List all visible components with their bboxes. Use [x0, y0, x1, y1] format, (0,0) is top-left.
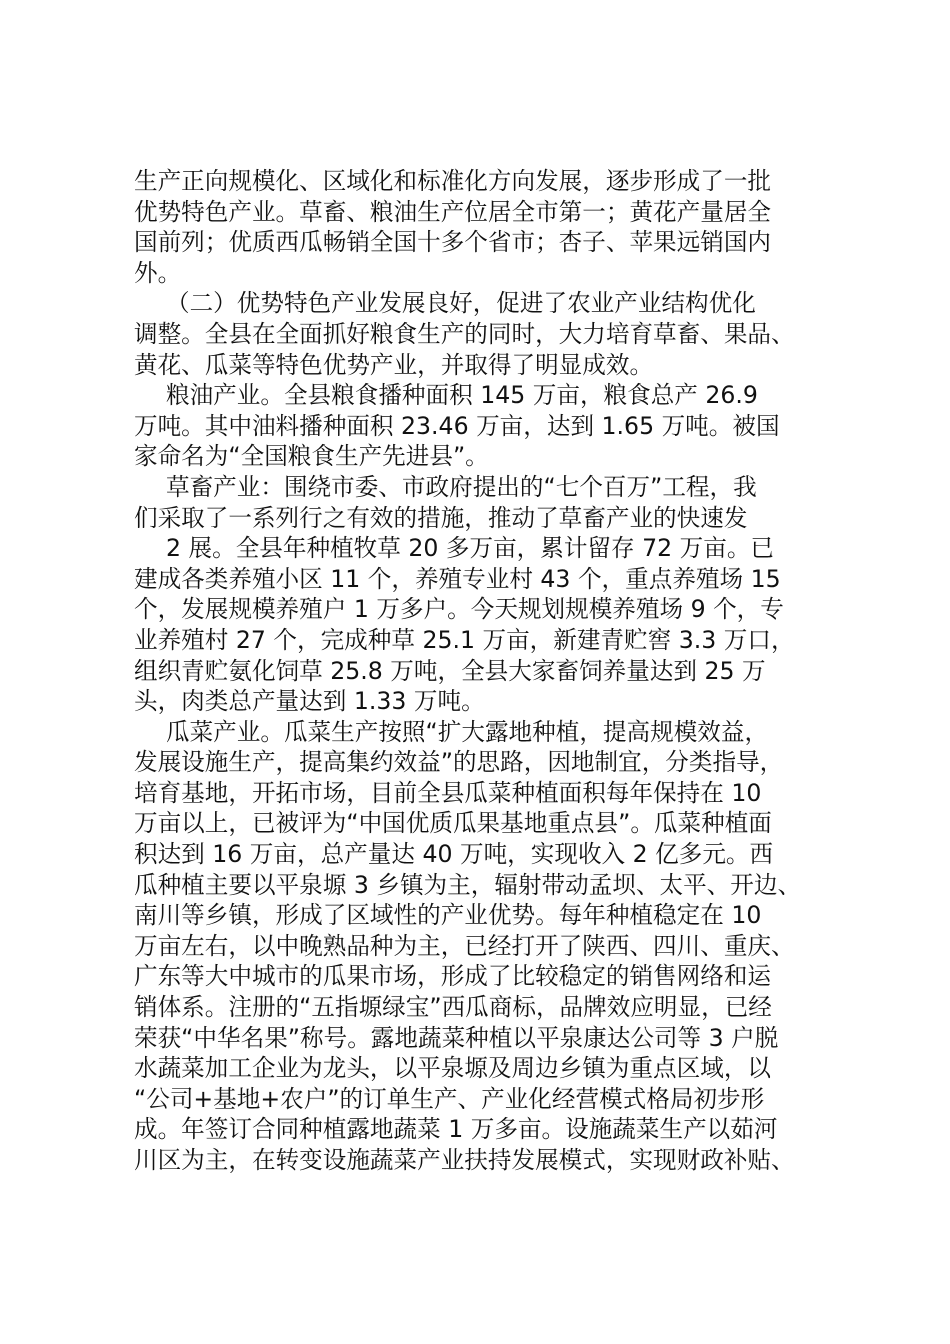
text-line: 头，肉类总产量达到 1.33 万吨。 — [134, 687, 485, 716]
text-line: 水蔬菜加工企业为龙头，以平泉塬及周边乡镇为重点区域，以 — [134, 1054, 772, 1083]
text-line: 川区为主，在转变设施蔬菜产业扶持发展模式，实现财政补贴、 — [134, 1146, 795, 1174]
text-line: 生产正向规模化、区域化和标准化方向发展，逐步形成了一批 — [134, 167, 772, 195]
text-line: 粮油产业。全县粮食播种面积 145 万亩，粮食总产 26.9 — [166, 381, 758, 410]
text-line: （二）优势特色产业发展良好，促进了农业产业结构优化 — [166, 289, 756, 318]
text-line: 组织青贮氨化饲草 25.8 万吨，全县大家畜饲养量达到 25 万 — [134, 656, 766, 685]
text-line: 成。年签订合同种植露地蔬菜 1 万多亩。设施蔬菜生产以茹河 — [134, 1115, 778, 1144]
text-line: 家命名为“全国粮食生产先进县”。 — [134, 442, 489, 471]
text-line: 万亩以上，已被评为“中国优质瓜果基地重点县”。瓜菜种植面 — [134, 809, 772, 838]
text-line: 们采取了一系列行之有效的措施，推动了草畜产业的快速发 — [134, 503, 748, 532]
text-line: 瓜菜产业。瓜菜生产按照“扩大露地种植，提高规模效益， — [166, 717, 769, 746]
text-line: “公司+基地+农户”的订单生产、产业化经营模式格局初步形 — [134, 1084, 765, 1113]
text-line: 荣获“中华名果”称号。露地蔬菜种植以平泉康达公司等 3 户脱 — [134, 1023, 779, 1052]
text-line: 业养殖村 27 个，完成种草 25.1 万亩，新建青贮窖 3.3 万口， — [134, 625, 795, 654]
text-line: 建成各类养殖小区 11 个，养殖专业村 43 个，重点养殖场 15 — [134, 564, 781, 593]
text-line: 培育基地，开拓市场，目前全县瓜菜种植面积每年保持在 10 — [134, 778, 762, 807]
text-line: 南川等乡镇，形成了区域性的产业优势。每年种植稳定在 10 — [134, 901, 762, 930]
text-line: 草畜产业：围绕市委、市政府提出的“七个百万”工程，我 — [166, 472, 757, 501]
text-line: 调整。全县在全面抓好粮食生产的同时，大力培育草畜、果品、 — [134, 319, 795, 348]
text-line: 2 展。全县年种植牧草 20 多万亩，累计留存 72 万亩。已 — [166, 534, 775, 563]
text-line: 积达到 16 万亩，总产量达 40 万吨，实现收入 2 亿多元。西 — [134, 840, 774, 869]
text-line: 万亩左右，以中晚熟品种为主，已经打开了陕西、四川、重庆、 — [134, 931, 795, 960]
text-line: 广东等大中城市的瓜果市场，形成了比较稳定的销售网络和运 — [134, 962, 772, 991]
text-line: 万吨。其中油料播种面积 23.46 万亩，达到 1.65 万吨。被国 — [134, 411, 780, 440]
text-line: 销体系。注册的“五指塬绿宝”西瓜商标，品牌效应明显，已经 — [134, 993, 772, 1022]
text-line: 国前列；优质西瓜畅销全国十多个省市；杏子、苹果远销国内 — [134, 228, 772, 257]
body-text — [134, 166, 834, 1176]
text-line: 黄花、瓜菜等特色优势产业，并取得了明显成效。 — [134, 350, 654, 379]
text-line: 优势特色产业。草畜、粮油生产位居全市第一；黄花产量居全 — [134, 197, 772, 226]
text-line: 瓜种植主要以平泉塬 3 乡镇为主，辐射带动孟坝、太平、开边、 — [134, 870, 802, 899]
text-line: 发展设施生产，提高集约效益”的思路，因地制宜，分类指导， — [134, 748, 784, 777]
text-line: 外。 — [134, 258, 182, 287]
text-line: 个，发展规模养殖户 1 万多户。今天规划规模养殖场 9 个，专 — [134, 595, 784, 624]
